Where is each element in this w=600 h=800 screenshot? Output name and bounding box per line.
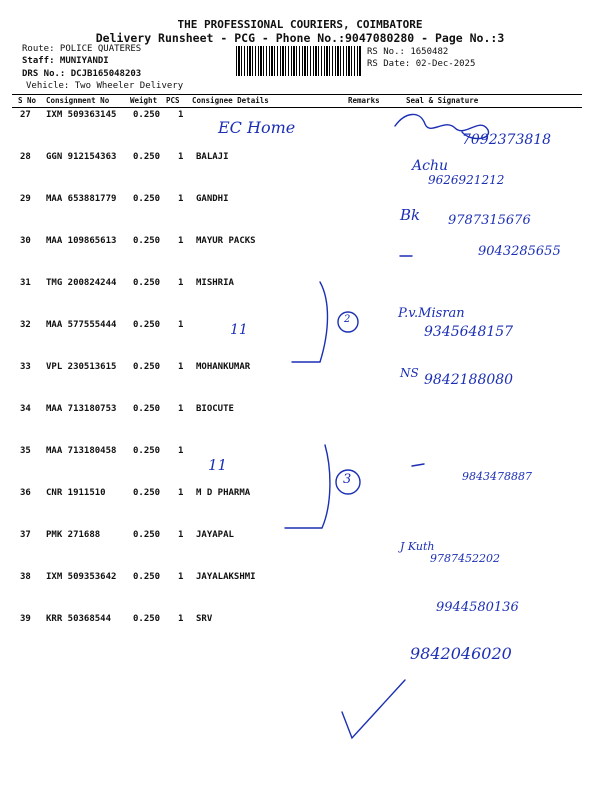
row-pcs: 1 — [178, 614, 184, 624]
row-consignee: SRV — [196, 614, 213, 624]
row-consignee: MAYUR PACKS — [196, 236, 256, 246]
row-pcs: 1 — [178, 488, 184, 498]
col-pcs: PCS — [166, 96, 180, 105]
rs-number: RS No.: 1650482 — [367, 47, 449, 57]
bracket-group-1 — [292, 282, 328, 362]
row-pcs: 1 — [178, 404, 184, 414]
row-sno: 37 — [20, 530, 31, 540]
col-sno: S No — [18, 96, 37, 105]
row-consignment-number: MAA 713180753 — [46, 404, 117, 414]
row-consignment-number: MAA 653881779 — [46, 194, 117, 204]
row-consignee: MOHANKUMAR — [196, 362, 251, 372]
row-sno: 30 — [20, 236, 31, 246]
group-mark-3: 3 — [343, 472, 352, 487]
row-weight: 0.250 — [133, 362, 161, 372]
phone-38: 9944580136 — [436, 600, 519, 615]
row-sno: 35 — [20, 446, 31, 456]
col-consignee: Consignee Details — [192, 96, 269, 105]
row-sno: 39 — [20, 614, 31, 624]
row-consignment-number: KRR 50368544 — [46, 614, 112, 624]
phone-32: 9345648157 — [424, 324, 514, 340]
row-pcs: 1 — [178, 152, 184, 162]
row-consignee: MISHRIA — [196, 278, 234, 288]
row-sno: 27 — [20, 110, 31, 120]
row-sno: 28 — [20, 152, 31, 162]
row-consignee: GANDHI — [196, 194, 229, 204]
phone-33: 9842188080 — [424, 372, 514, 388]
phone-30: 9043285655 — [478, 244, 561, 259]
phone-37: 9787452202 — [430, 552, 500, 565]
row-weight: 0.250 — [133, 572, 161, 582]
row-weight: 0.250 — [133, 320, 161, 330]
row-pcs: 1 — [178, 110, 184, 120]
row-weight: 0.250 — [133, 236, 161, 246]
row-consignment-number: IXM 509353642 — [46, 572, 117, 582]
row-pcs: 1 — [178, 446, 184, 456]
ditto-mark-32: 11 — [230, 322, 248, 338]
row-consignment-number: GGN 912154363 — [46, 152, 117, 162]
phone-27: 7092373818 — [462, 132, 552, 148]
vehicle-label: Vehicle: Two Wheeler Delivery — [26, 81, 184, 91]
row-sno: 32 — [20, 320, 31, 330]
row-sno: 29 — [20, 194, 31, 204]
row-sno: 38 — [20, 572, 31, 582]
row-weight: 0.250 — [133, 194, 161, 204]
col-consignment: Consignment No — [46, 96, 110, 105]
row-pcs: 1 — [178, 362, 184, 372]
bracket-group-2 — [285, 445, 330, 528]
ditto-mark-35: 11 — [208, 456, 228, 474]
row-consignment-number: TMG 200824244 — [46, 278, 117, 288]
name-37: J Kuth — [400, 540, 435, 553]
row-pcs: 1 — [178, 572, 184, 582]
row-sno: 34 — [20, 404, 31, 414]
row-sno: 36 — [20, 488, 31, 498]
phone-28: 9626921212 — [428, 173, 505, 187]
row-weight: 0.250 — [133, 278, 161, 288]
row-pcs: 1 — [178, 194, 184, 204]
phone-36: 9843478887 — [462, 470, 532, 483]
row-consignment-number: MAA 577555444 — [46, 320, 117, 330]
signature-28: Achu — [412, 158, 448, 174]
row-consignment-number: IXM 509363145 — [46, 110, 117, 120]
row-weight: 0.250 — [133, 446, 161, 456]
signature-29: Bk — [400, 206, 421, 224]
row-weight: 0.250 — [133, 530, 161, 540]
rs-date: RS Date: 02-Dec-2025 — [367, 59, 476, 69]
col-seal: Seal & Signature — [406, 96, 479, 105]
col-weight: Weight — [130, 96, 158, 105]
row-consignment-number: CNR 1911510 — [46, 488, 106, 498]
row-pcs: 1 — [178, 320, 184, 330]
signature-33: NS — [400, 366, 419, 380]
row-pcs: 1 — [178, 236, 184, 246]
row-weight: 0.250 — [133, 614, 161, 624]
row-consignee: M D PHARMA — [196, 488, 251, 498]
runsheet-subtitle: Delivery Runsheet - PCG - Phone No.:9047080280 - Page No.:3 — [95, 31, 505, 45]
row-weight: 0.250 — [133, 488, 161, 498]
row-consignment-number: VPL 230513615 — [46, 362, 117, 372]
row-weight: 0.250 — [133, 152, 161, 162]
row-consignee: JAYALAKSHMI — [196, 572, 256, 582]
row-consignment-number: PMK 271688 — [46, 530, 101, 540]
row-consignment-number: MAA 109865613 — [46, 236, 117, 246]
group-mark-2: 2 — [344, 314, 351, 325]
row-pcs: 1 — [178, 278, 184, 288]
row-weight: 0.250 — [133, 404, 161, 414]
verification-tick — [342, 680, 405, 738]
col-remarks: Remarks — [348, 96, 380, 105]
phone-29: 9787315676 — [448, 213, 531, 228]
company-title: THE PROFESSIONAL COURIERS, COIMBATORE — [177, 18, 423, 31]
row-consignee: JAYAPAL — [196, 530, 234, 540]
row-consignee: BALAJI — [196, 152, 229, 162]
consignee-handwriting-27: EC Home — [218, 118, 296, 137]
name-32: P.v.Misran — [398, 306, 465, 321]
dash-mark-35 — [412, 464, 424, 466]
staff-label: Staff: MUNIYANDI — [22, 56, 109, 66]
row-consignee: BIOCUTE — [196, 404, 234, 414]
row-consignment-number: MAA 713180458 — [46, 446, 117, 456]
row-weight: 0.250 — [133, 110, 161, 120]
phone-39: 9842046020 — [410, 644, 512, 663]
row-sno: 33 — [20, 362, 31, 372]
row-sno: 31 — [20, 278, 31, 288]
route-label: Route: POLICE QUATERES — [22, 44, 142, 54]
drs-number: DRS No.: DCJB165048203 — [22, 69, 142, 79]
row-pcs: 1 — [178, 530, 184, 540]
